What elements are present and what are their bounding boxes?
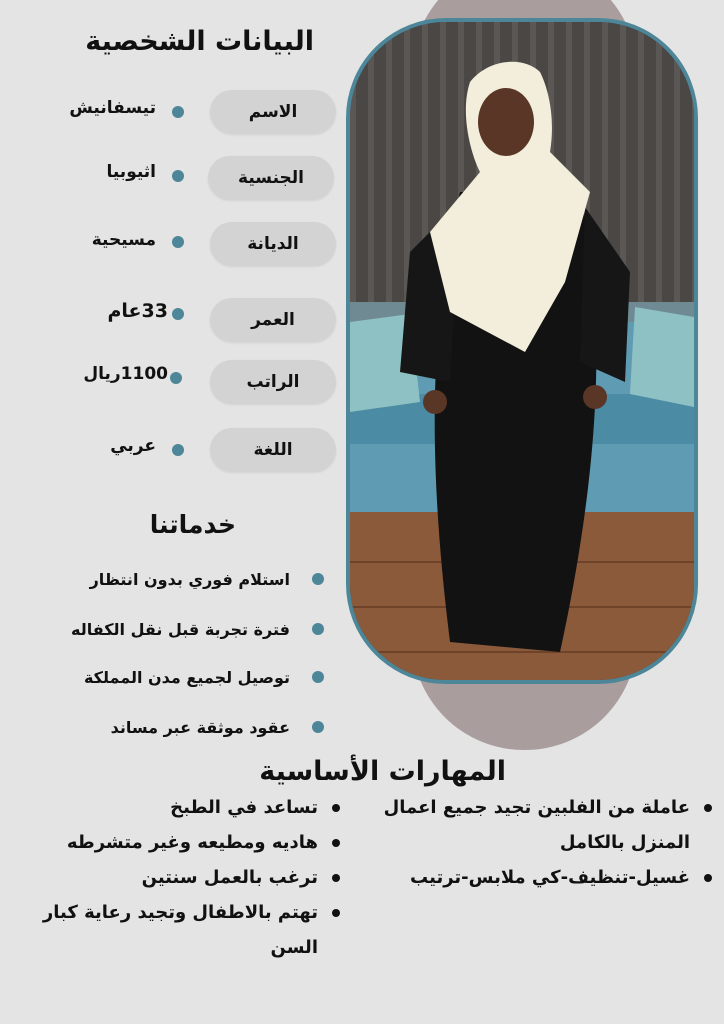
bullet-dot (172, 170, 184, 182)
service-text: توصيل لجميع مدن المملكة (83, 667, 290, 687)
bullet-dot (172, 444, 184, 456)
services-title: خدماتنا (149, 510, 236, 539)
bullet-dot (170, 372, 182, 384)
service-item (84, 662, 324, 692)
skills-title: المهارات الأساسية (259, 756, 506, 787)
skill-item: غسيل-تنظيف-كي ملابس-ترتيب (364, 860, 716, 895)
field-value: 33عام (107, 300, 168, 322)
skill-item: ترغب بالعمل سنتين (8, 860, 344, 895)
field-name (0, 90, 340, 134)
bullet-dot (172, 308, 184, 320)
bullet-dot (312, 671, 324, 683)
service-item (90, 564, 324, 594)
field-value: عربي (110, 436, 156, 456)
field-label: الجنسية (208, 156, 334, 200)
service-item (71, 614, 324, 644)
bullet-dot (172, 106, 184, 118)
service-item (111, 712, 324, 742)
skills-right-column (364, 790, 716, 895)
field-value: اثيوبيا (106, 162, 156, 182)
service-text: فترة تجربة قبل نقل الكفاله (70, 619, 290, 639)
worker-photo (346, 18, 698, 684)
personal-data-title: البيانات الشخصية (85, 26, 314, 57)
bullet-dot (172, 236, 184, 248)
field-label: العمر (210, 298, 336, 342)
field-value: 1100ريال (83, 364, 168, 384)
field-label: الراتب (210, 360, 336, 404)
skill-item: هاديه ومطيعه وغير متشرطه (8, 825, 344, 860)
field-language (0, 428, 340, 472)
field-religion (0, 222, 340, 266)
field-label: الديانة (210, 222, 336, 266)
field-label: الاسم (210, 90, 336, 134)
skills-left-column (8, 790, 344, 965)
field-value: مسيحية (91, 230, 156, 250)
field-label: اللغة (210, 428, 336, 472)
bullet-dot (312, 721, 324, 733)
skill-item: تهتم بالاطفال وتجيد رعاية كبار السن (8, 895, 344, 965)
field-value: تيسفانيش (69, 98, 156, 118)
field-salary (0, 360, 340, 404)
field-age (0, 298, 340, 342)
skill-item: تساعد في الطبخ (8, 790, 344, 825)
worker-photo-illustration (350, 22, 694, 680)
bullet-dot (312, 573, 324, 585)
service-text: استلام فوري بدون انتظار (89, 569, 290, 589)
bullet-dot (312, 623, 324, 635)
field-nationality (0, 156, 340, 200)
service-text: عقود موثقة عبر مساند (110, 717, 290, 737)
skill-item: عاملة من الفلبين تجيد جميع اعمال المنزل بالكامل (364, 790, 716, 860)
